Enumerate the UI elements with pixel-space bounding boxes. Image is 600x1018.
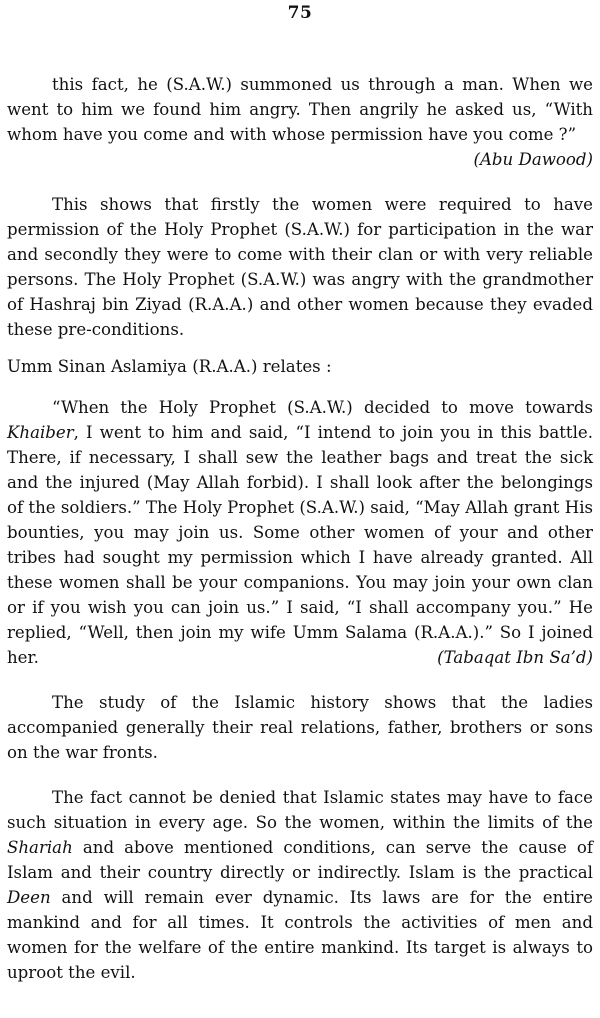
paragraph-6: [7, 785, 593, 985]
paragraph-6-part3: and will remain ever dynamic. Its laws are for the entire mankind and for all times. It controls the activities of men and women for the welfare of the entire mankind. Its target is always to uproot the evil.: [7, 888, 593, 982]
paragraph-6-part2: and above mentioned conditions, can serve the cause of Islam and their country directly or indirectly. Islam is the practical: [7, 838, 593, 882]
paragraph-5: The study of the Islamic history shows that the ladies accompanied generally their real relations, father, brothers or sons on the war fronts.: [7, 693, 593, 762]
paragraph-2: This shows that firstly the women were required to have permission of the Holy Prophet (S.A.W.) for participation in the war and secondly they were to come with their clan or with very reliable persons. The Holy Prophet (S.A.W.) was angry with the grandmother of Hashraj bin Ziyad (R.A.A.) and other women because they evaded these pre-conditions.: [7, 195, 593, 339]
body-text: [7, 72, 593, 985]
paragraph-4-part2: , I went to him and said, “I intend to join you in this battle. There, if necessary, I shall sew the leather bags and treat the sick and the injured (May Allah forbid). I shall look after the belongings of the soldiers.” The Holy Prophet (S.A.W.) said, “May Allah grant His bounties, you may join us. Some other women of your and other tribes had sought my permission which I have already granted. All these women shall be your companions. You may join your own clan or if you wish you can join us.” I said, “I shall accompany you.” He replied, “Well, then join my wife Umm Salama (R.A.A.).” So I joined her.: [7, 423, 594, 667]
citation-abu-dawood: (Abu Dawood): [473, 150, 593, 169]
paragraph-1: [7, 72, 593, 172]
paragraph-4-part1: “When the Holy Prophet (S.A.W.) decided to move towards: [52, 398, 593, 417]
paragraph-1-text: this fact, he (S.A.W.) summoned us through a man. When we went to him we found him angry. Then angrily he asked us, “With whom have you come and with whose permission have you come ?”: [7, 75, 593, 144]
deen-italic: Deen: [7, 888, 51, 907]
citation-tabaqat: (Tabaqat Ibn Sa’d): [437, 648, 593, 667]
page-number: 75: [287, 3, 313, 23]
paragraph-4: [7, 395, 593, 670]
paragraph-6-part1: The fact cannot be denied that Islamic states may have to face such situation in every age. So the women, within the limits of the: [7, 788, 593, 832]
khaiber-italic: Khaiber: [7, 423, 74, 442]
paragraph-3: Umm Sinan Aslamiya (R.A.A.) relates :: [7, 357, 332, 376]
shariah-italic: Shariah: [7, 838, 73, 857]
